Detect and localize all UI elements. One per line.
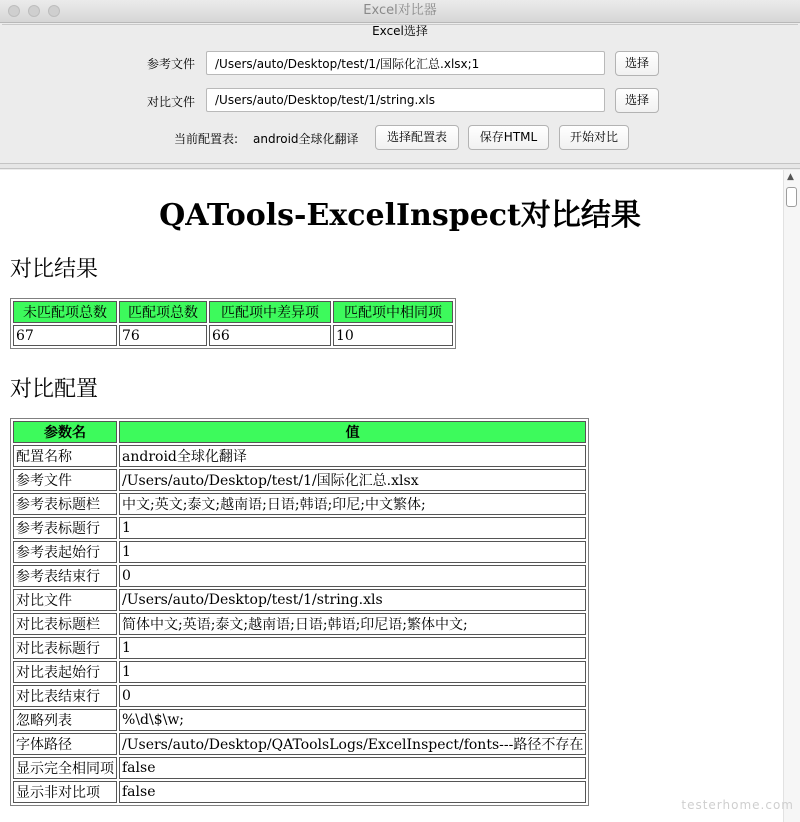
- config-row: [13, 685, 586, 707]
- split-divider[interactable]: [0, 163, 800, 169]
- zoom-window-button[interactable]: [48, 5, 60, 17]
- config-param-name: 参考表结束行: [13, 565, 117, 587]
- config-param-value: 简体中文;英语;泰文;越南语;日语;韩语;印尼语;繁体中文;: [119, 613, 586, 635]
- result-value-row: [13, 325, 453, 346]
- result-header-cell: 匹配项总数: [119, 301, 207, 323]
- config-param-value: /Users/auto/Desktop/QAToolsLogs/ExcelInspect/fonts---路径不存在: [119, 733, 586, 755]
- config-header-row: [13, 421, 586, 443]
- config-row: [13, 469, 586, 491]
- config-row: [13, 541, 586, 563]
- config-param-value: 中文;英文;泰文;越南语;日语;韩语;印尼;中文繁体;: [119, 493, 586, 515]
- minimize-window-button[interactable]: [28, 5, 40, 17]
- config-row: [13, 757, 586, 779]
- compare-file-label: 对比文件: [146, 95, 195, 109]
- config-param-name: 参考表标题栏: [13, 493, 117, 515]
- save-html-button[interactable]: 保存HTML: [468, 125, 549, 150]
- result-heading: 对比结果: [10, 257, 99, 282]
- config-param-name: 对比文件: [13, 589, 117, 611]
- config-table: [10, 418, 589, 806]
- config-row: [13, 445, 586, 467]
- config-param-value: /Users/auto/Desktop/test/1/国际化汇总.xlsx: [119, 469, 586, 491]
- config-param-name: 参考表标题行: [13, 517, 117, 539]
- group-title: Excel选择: [372, 24, 428, 38]
- config-param-name: 对比表标题行: [13, 637, 117, 659]
- config-param-name: 显示非对比项: [13, 781, 117, 803]
- config-param-name: 对比表结束行: [13, 685, 117, 707]
- config-param-name: 显示完全相同项: [13, 757, 117, 779]
- config-param-value: 0: [119, 565, 586, 587]
- config-param-value: 1: [119, 637, 586, 659]
- config-row: [13, 637, 586, 659]
- watermark: testerhome.com: [681, 798, 794, 812]
- report-title: QATools-ExcelInspect对比结果: [159, 198, 641, 233]
- title-bar: [0, 0, 800, 23]
- scroll-up-arrow-icon[interactable]: ▲: [787, 172, 794, 182]
- reference-file-label: 参考文件: [146, 57, 195, 71]
- compare-select-button[interactable]: 选择: [615, 88, 659, 113]
- window-title: Excel对比器: [363, 3, 437, 18]
- reference-select-button[interactable]: 选择: [615, 51, 659, 76]
- config-param-name: 参考文件: [13, 469, 117, 491]
- current-config-label: 当前配置表:: [174, 132, 239, 146]
- close-window-button[interactable]: [8, 5, 20, 17]
- result-header-cell: 匹配项中差异项: [209, 301, 331, 323]
- vertical-scrollbar[interactable]: [783, 170, 800, 822]
- config-header-value: 值: [119, 421, 586, 443]
- report-view[interactable]: [0, 170, 783, 822]
- result-header-row: [13, 301, 453, 323]
- config-param-value: 1: [119, 541, 586, 563]
- config-param-value: 0: [119, 685, 586, 707]
- config-header-name: 参数名: [13, 421, 117, 443]
- config-param-value: false: [119, 781, 586, 803]
- config-row: [13, 613, 586, 635]
- scroll-thumb[interactable]: [786, 187, 797, 207]
- config-param-name: 对比表起始行: [13, 661, 117, 683]
- reference-file-input[interactable]: [206, 51, 605, 75]
- compare-file-input[interactable]: [206, 88, 605, 112]
- select-config-button[interactable]: 选择配置表: [375, 125, 459, 150]
- result-value-cell: 76: [119, 325, 207, 346]
- config-row: [13, 517, 586, 539]
- config-row: [13, 565, 586, 587]
- config-param-name: 忽略列表: [13, 709, 117, 731]
- current-config-value: android全球化翻译: [253, 132, 359, 146]
- config-row: [13, 781, 586, 803]
- config-heading: 对比配置: [10, 377, 99, 402]
- start-compare-button[interactable]: 开始对比: [559, 125, 629, 150]
- result-value-cell: 67: [13, 325, 117, 346]
- config-param-value: android全球化翻译: [119, 445, 586, 467]
- config-row: [13, 661, 586, 683]
- config-param-value: 1: [119, 661, 586, 683]
- result-header-cell: 未匹配项总数: [13, 301, 117, 323]
- result-value-cell: 10: [333, 325, 453, 346]
- result-value-cell: 66: [209, 325, 331, 346]
- config-param-name: 配置名称: [13, 445, 117, 467]
- config-param-value: %\d\$\w;: [119, 709, 586, 731]
- config-param-value: false: [119, 757, 586, 779]
- config-row: [13, 589, 586, 611]
- result-header-cell: 匹配项中相同项: [333, 301, 453, 323]
- config-param-name: 字体路径: [13, 733, 117, 755]
- result-table: [10, 298, 456, 349]
- config-param-value: 1: [119, 517, 586, 539]
- config-param-name: 参考表起始行: [13, 541, 117, 563]
- config-row: [13, 733, 586, 755]
- config-row: [13, 493, 586, 515]
- config-row: [13, 709, 586, 731]
- config-param-value: /Users/auto/Desktop/test/1/string.xls: [119, 589, 586, 611]
- config-param-name: 对比表标题栏: [13, 613, 117, 635]
